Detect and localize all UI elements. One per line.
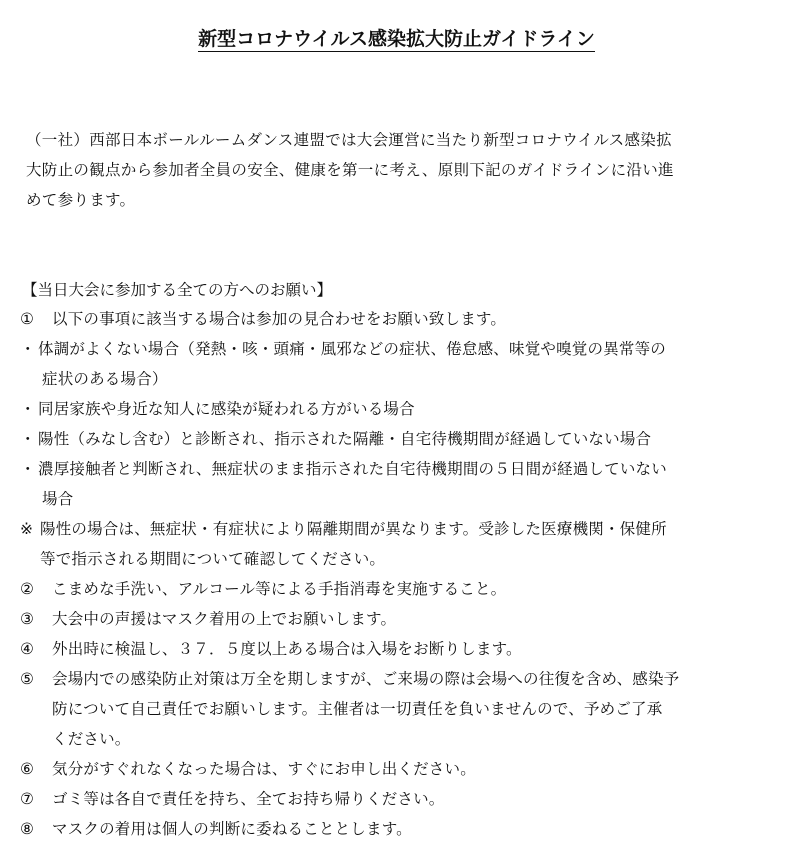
item-marker: ・ [20, 460, 36, 478]
section-heading: 【当日大会に参加する全ての方へのお願い】 [22, 281, 333, 299]
intro-paragraph [26, 125, 766, 215]
item-text-continued: 場合 [42, 490, 74, 508]
item-text: 濃厚接触者と判断され、無症状のまま指示された自宅待機期間の５日間が経過していない [38, 460, 667, 478]
list-item [20, 784, 770, 814]
document-title [0, 26, 793, 52]
intro-line: めて参ります。 [26, 191, 136, 209]
item-marker: ・ [20, 340, 36, 358]
intro-line: （一社）西部日本ボールルームダンス連盟では大会運営に当たり新型コロナウイルス感染拡 [26, 131, 672, 149]
item-marker: ① [20, 310, 35, 328]
item-text-continued: 症状のある場合） [42, 370, 168, 388]
note-marker: ※ [20, 520, 34, 538]
item-text: 外出時に検温し、３７．５度以上ある場合は入場をお断りします。 [52, 640, 522, 658]
item-text-continued: 等で指示される期間について確認してください。 [40, 550, 386, 568]
item-text: 陽性（みなし含む）と診断され、指示された隔離・自宅待機期間が経過していない場合 [38, 430, 652, 448]
item-text: 陽性の場合は、無症状・有症状により隔離期間が異なります。受診した医療機関・保健所 [40, 520, 667, 538]
item-text: 体調がよくない場合（発熱・咳・頭痛・風邪などの症状、倦怠感、味覚や嗅覚の異常等の [38, 340, 667, 358]
list-item [20, 664, 770, 754]
list-item [20, 424, 770, 454]
item-text: 大会中の声援はマスク着用の上でお願いします。 [52, 610, 397, 628]
note-item [20, 514, 770, 574]
item-marker: ・ [20, 430, 36, 448]
list-item [20, 454, 770, 514]
item-marker: ③ [20, 610, 35, 628]
list-item [20, 604, 770, 634]
intro-line: 大防止の観点から参加者全員の安全、健康を第一に考え、原則下記のガイドラインに沿い進 [26, 161, 674, 179]
item-marker: ⑧ [20, 820, 35, 838]
item-text: 気分がすぐれなくなった場合は、すぐにお申し出ください。 [52, 760, 476, 778]
list-item [20, 814, 770, 844]
list-item [20, 394, 770, 424]
list-item [20, 574, 770, 604]
guideline-list [20, 304, 770, 844]
item-marker: ④ [20, 640, 35, 658]
item-text-continued: 防について自己責任でお願いします。主催者は一切責任を負いませんので、予めご了承 [52, 700, 663, 718]
list-item [20, 334, 770, 394]
item-text-continued: ください。 [52, 730, 131, 748]
list-item [20, 754, 770, 784]
item-marker: ・ [20, 400, 36, 418]
list-item [20, 304, 770, 334]
item-marker: ② [20, 580, 35, 598]
item-text: 同居家族や身近な知人に感染が疑われる方がいる場合 [38, 400, 415, 418]
item-text: 以下の事項に該当する場合は参加の見合わせをお願い致します。 [52, 310, 507, 328]
item-marker: ⑦ [20, 790, 35, 808]
item-text: マスクの着用は個人の判断に委ねることとします。 [52, 820, 412, 838]
item-text: 会場内での感染防止対策は万全を期しますが、ご来場の際は会場への往復を含め、感染予 [52, 670, 680, 688]
item-text: ゴミ等は各自で責任を持ち、全てお持ち帰りください。 [52, 790, 445, 808]
item-marker: ⑤ [20, 670, 35, 688]
list-item [20, 634, 770, 664]
item-text: こまめな手洗い、アルコール等による手指消毒を実施すること。 [52, 580, 507, 598]
item-marker: ⑥ [20, 760, 35, 778]
document-title-text: 新型コロナウイルス感染拡大防止ガイドライン [198, 28, 595, 50]
